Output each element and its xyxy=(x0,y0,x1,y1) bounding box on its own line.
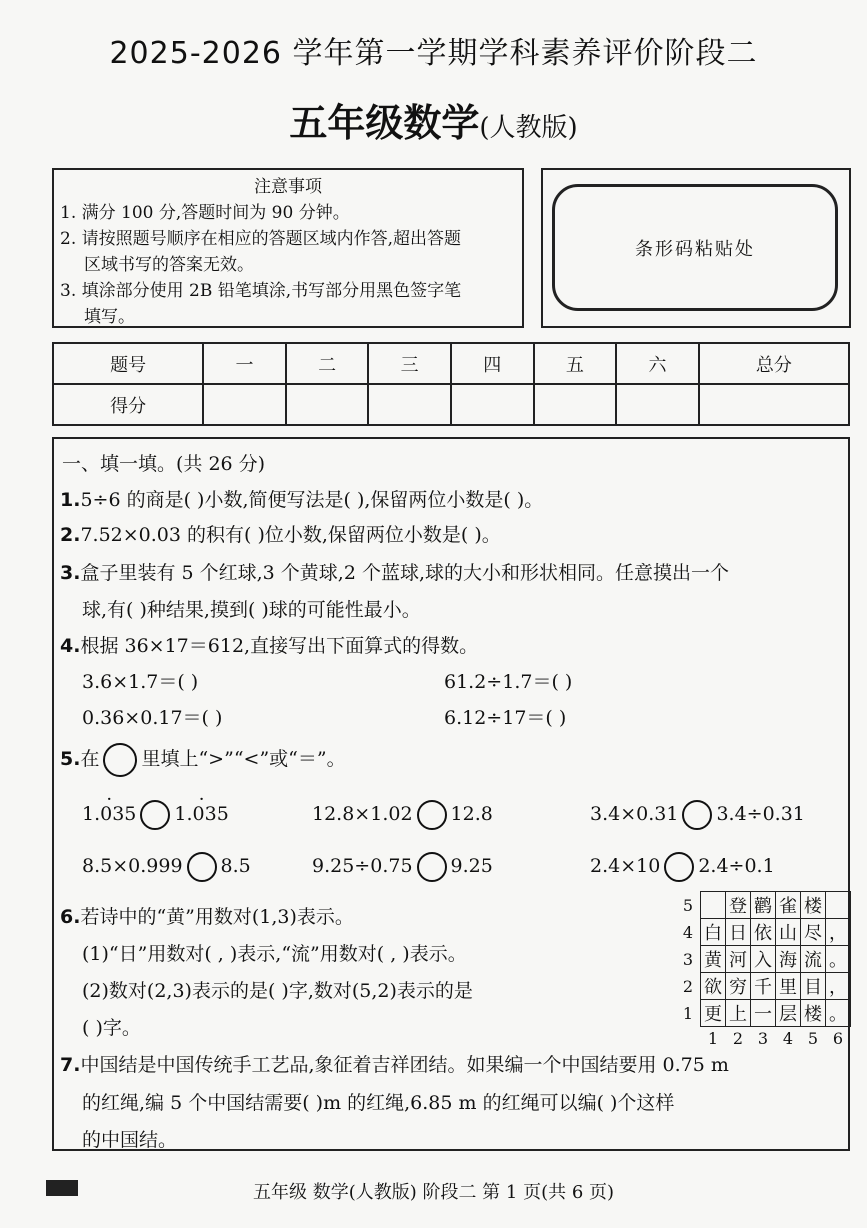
compare-item xyxy=(312,800,493,830)
notice-heading: 注意事项 xyxy=(254,177,322,197)
compare-right: 8.5 xyxy=(220,855,251,877)
compare-left: 3.4×0.31 xyxy=(590,803,679,825)
score-row-label: 得分 xyxy=(53,384,203,425)
section1-heading: 一、填一填。(共 26 分) xyxy=(62,453,266,475)
poem-cell: 一 xyxy=(751,1000,776,1027)
row-number: 1 xyxy=(682,1003,694,1023)
compare-left: 8.5×0.999 xyxy=(82,855,183,877)
q4-item-c: 0.36×0.17＝( ) xyxy=(82,707,223,729)
poem-cell: ， xyxy=(826,973,851,1000)
notice-item: 区域书写的答案无效。 xyxy=(84,255,254,275)
compare-item xyxy=(82,800,229,830)
question-text: 盒子里装有 5 个红球,3 个黄球,2 个蓝球,球的大小和形状相同。任意摸出一个 xyxy=(80,562,729,584)
score-header-cell: 题号 xyxy=(53,343,203,384)
question-text: 5÷6 的商是( )小数,简便写法是( ),保留两位小数是( )。 xyxy=(80,489,544,511)
question-text: 根据 36×17＝612,直接写出下面算式的得数。 xyxy=(80,635,479,657)
poem-cell xyxy=(826,892,851,919)
poem-cell: 河 xyxy=(726,946,751,973)
poem-cell xyxy=(701,892,726,919)
poem-cell: 鹳 xyxy=(751,892,776,919)
poem-cell: 楼 xyxy=(801,1000,826,1027)
score-cell[interactable] xyxy=(699,384,849,425)
poem-cell: 入 xyxy=(751,946,776,973)
col-number: 2 xyxy=(732,1028,744,1048)
page-title: 2025-2026 学年第一学期学科素养评价阶段二 xyxy=(109,36,758,71)
notice-item: 填写。 xyxy=(84,307,135,327)
compare-left: 2.4×10 xyxy=(590,855,661,877)
col-number: 6 xyxy=(832,1028,844,1048)
edition-label: (人教版) xyxy=(479,113,578,143)
score-header-cell: 三 xyxy=(368,343,451,384)
col-number: 1 xyxy=(707,1028,719,1048)
row-number: 2 xyxy=(682,976,694,996)
poem-cell: 目 xyxy=(801,973,826,1000)
compare-item xyxy=(312,852,493,882)
question-text: 中国结是中国传统手工艺品,象征着吉祥团结。如果编一个中国结要用 0.75 m xyxy=(80,1054,729,1076)
poem-row xyxy=(676,919,851,946)
compare-circle[interactable] xyxy=(187,852,217,882)
score-header-cell: 四 xyxy=(451,343,534,384)
compare-left: 12.8×1.02 xyxy=(312,803,413,825)
question-text: 若诗中的“黄”用数对(1,3)表示。 xyxy=(80,906,354,928)
compare-circle[interactable] xyxy=(417,852,447,882)
notice-box xyxy=(52,168,524,328)
poem-cell: 日 xyxy=(726,919,751,946)
score-header-cell: 一 xyxy=(203,343,286,384)
poem-cell: 。 xyxy=(826,946,851,973)
question-3-line-2: 球,有( )种结果,摸到( )球的可能性最小。 xyxy=(82,599,421,621)
poem-cell: 欲 xyxy=(701,973,726,1000)
question-text: 7.52×0.03 的积有( )位小数,保留两位小数是( )。 xyxy=(80,524,501,546)
poem-cell: 上 xyxy=(726,1000,751,1027)
question-7-line-3: 的中国结。 xyxy=(82,1129,178,1151)
compare-right: 2.4÷0.1 xyxy=(698,855,775,877)
compare-left: · 1.035 xyxy=(82,803,136,825)
score-cell[interactable] xyxy=(451,384,534,425)
poem-cell: 。 xyxy=(826,1000,851,1027)
poem-cell: 海 xyxy=(776,946,801,973)
row-number: 4 xyxy=(682,922,694,942)
col-number: 4 xyxy=(782,1028,794,1048)
compare-circle[interactable] xyxy=(140,800,170,830)
question-1 xyxy=(60,485,543,512)
score-header-cell: 二 xyxy=(286,343,369,384)
col-number: 5 xyxy=(807,1028,819,1048)
compare-right: 12.8 xyxy=(450,803,493,825)
compare-left: 9.25÷0.75 xyxy=(312,855,413,877)
question-6 xyxy=(60,902,354,929)
score-cell[interactable] xyxy=(616,384,699,425)
compare-item xyxy=(82,852,251,882)
notice-item: 1. 满分 100 分,答题时间为 90 分钟。 xyxy=(60,203,350,223)
question-number: 2. xyxy=(60,524,81,546)
compare-circle[interactable] xyxy=(682,800,712,830)
poem-row xyxy=(676,946,851,973)
row-number: 5 xyxy=(682,895,694,915)
question-7-line-2: 的红绳,编 5 个中国结需要( )m 的红绳,6.85 m 的红绳可以编( )个这样 xyxy=(82,1092,675,1114)
q6-part-1: (1)“日”用数对( , )表示,“流”用数对( , )表示。 xyxy=(82,943,467,965)
question-number: 3. xyxy=(60,562,81,584)
poem-row xyxy=(676,1000,851,1027)
question-3 xyxy=(60,558,729,585)
q4-item-a: 3.6×1.7＝( ) xyxy=(82,671,199,693)
question-number: 1. xyxy=(60,489,81,511)
poem-cell: 黄 xyxy=(701,946,726,973)
q6-part-2: (2)数对(2,3)表示的是( )字,数对(5,2)表示的是 xyxy=(82,980,473,1002)
poem-cell: 里 xyxy=(776,973,801,1000)
score-cell[interactable] xyxy=(368,384,451,425)
compare-circle[interactable] xyxy=(664,852,694,882)
question-number: 4. xyxy=(60,635,81,657)
barcode-sticker-box xyxy=(552,184,838,311)
score-header-cell: 总分 xyxy=(699,343,849,384)
score-table-header-row xyxy=(53,343,849,384)
notice-item: 3. 填涂部分使用 2B 铅笔填涂,书写部分用黑色签字笔 xyxy=(60,281,462,301)
question-text-post: 里填上“>”“<”或“＝”。 xyxy=(141,748,346,770)
poem-grid xyxy=(676,891,851,1049)
score-header-cell: 六 xyxy=(616,343,699,384)
q4-item-d: 6.12÷17＝( ) xyxy=(444,707,567,729)
question-number: 6. xyxy=(60,906,81,928)
poem-cell: 登 xyxy=(726,892,751,919)
exam-subject xyxy=(0,92,867,147)
poem-cell: 山 xyxy=(776,919,801,946)
poem-cell: 雀 xyxy=(776,892,801,919)
question-number: 7. xyxy=(60,1054,81,1076)
score-header-cell: 五 xyxy=(534,343,617,384)
poem-cell: 依 xyxy=(751,919,776,946)
poem-cell: 楼 xyxy=(801,892,826,919)
score-cell[interactable] xyxy=(534,384,617,425)
notice-item: 2. 请按照题号顺序在相应的答题区域内作答,超出答题 xyxy=(60,229,462,249)
page-footer: 五年级 数学(人教版) 阶段二 第 1 页(共 6 页) xyxy=(252,1182,615,1203)
score-cell[interactable] xyxy=(286,384,369,425)
corner-cell xyxy=(676,1027,701,1050)
compare-item xyxy=(590,800,805,830)
q4-item-b: 61.2÷1.7＝( ) xyxy=(444,671,573,693)
poem-cell: 千 xyxy=(751,973,776,1000)
poem-row xyxy=(676,973,851,1000)
compare-right: 9.25 xyxy=(450,855,493,877)
question-4 xyxy=(60,631,478,658)
question-2 xyxy=(60,520,501,547)
subject-label: 五年级数学 xyxy=(289,100,480,145)
question-5 xyxy=(60,743,346,777)
poem-row xyxy=(676,892,851,919)
compare-circle-icon xyxy=(103,743,137,777)
compare-item xyxy=(590,852,775,882)
compare-right: · 1.035 xyxy=(174,803,228,825)
score-table xyxy=(52,342,850,426)
poem-cell: ， xyxy=(826,919,851,946)
compare-circle[interactable] xyxy=(417,800,447,830)
compare-right: 3.4÷0.31 xyxy=(716,803,805,825)
q6-part-2-cont: ( )字。 xyxy=(82,1017,141,1039)
barcode-label: 条形码粘贴处 xyxy=(635,238,755,260)
poem-cell: 层 xyxy=(776,1000,801,1027)
poem-cell: 流 xyxy=(801,946,826,973)
col-number: 3 xyxy=(757,1028,769,1048)
score-cell[interactable] xyxy=(203,384,286,425)
poem-cell: 白 xyxy=(701,919,726,946)
score-table-score-row xyxy=(53,384,849,425)
poem-col-numbers xyxy=(676,1027,851,1050)
row-number: 3 xyxy=(682,949,694,969)
question-7 xyxy=(60,1050,729,1077)
question-number: 5. xyxy=(60,748,81,770)
poem-cell: 更 xyxy=(701,1000,726,1027)
question-text-pre: 在 xyxy=(80,748,100,770)
poem-cell: 尽 xyxy=(801,919,826,946)
poem-cell: 穷 xyxy=(726,973,751,1000)
